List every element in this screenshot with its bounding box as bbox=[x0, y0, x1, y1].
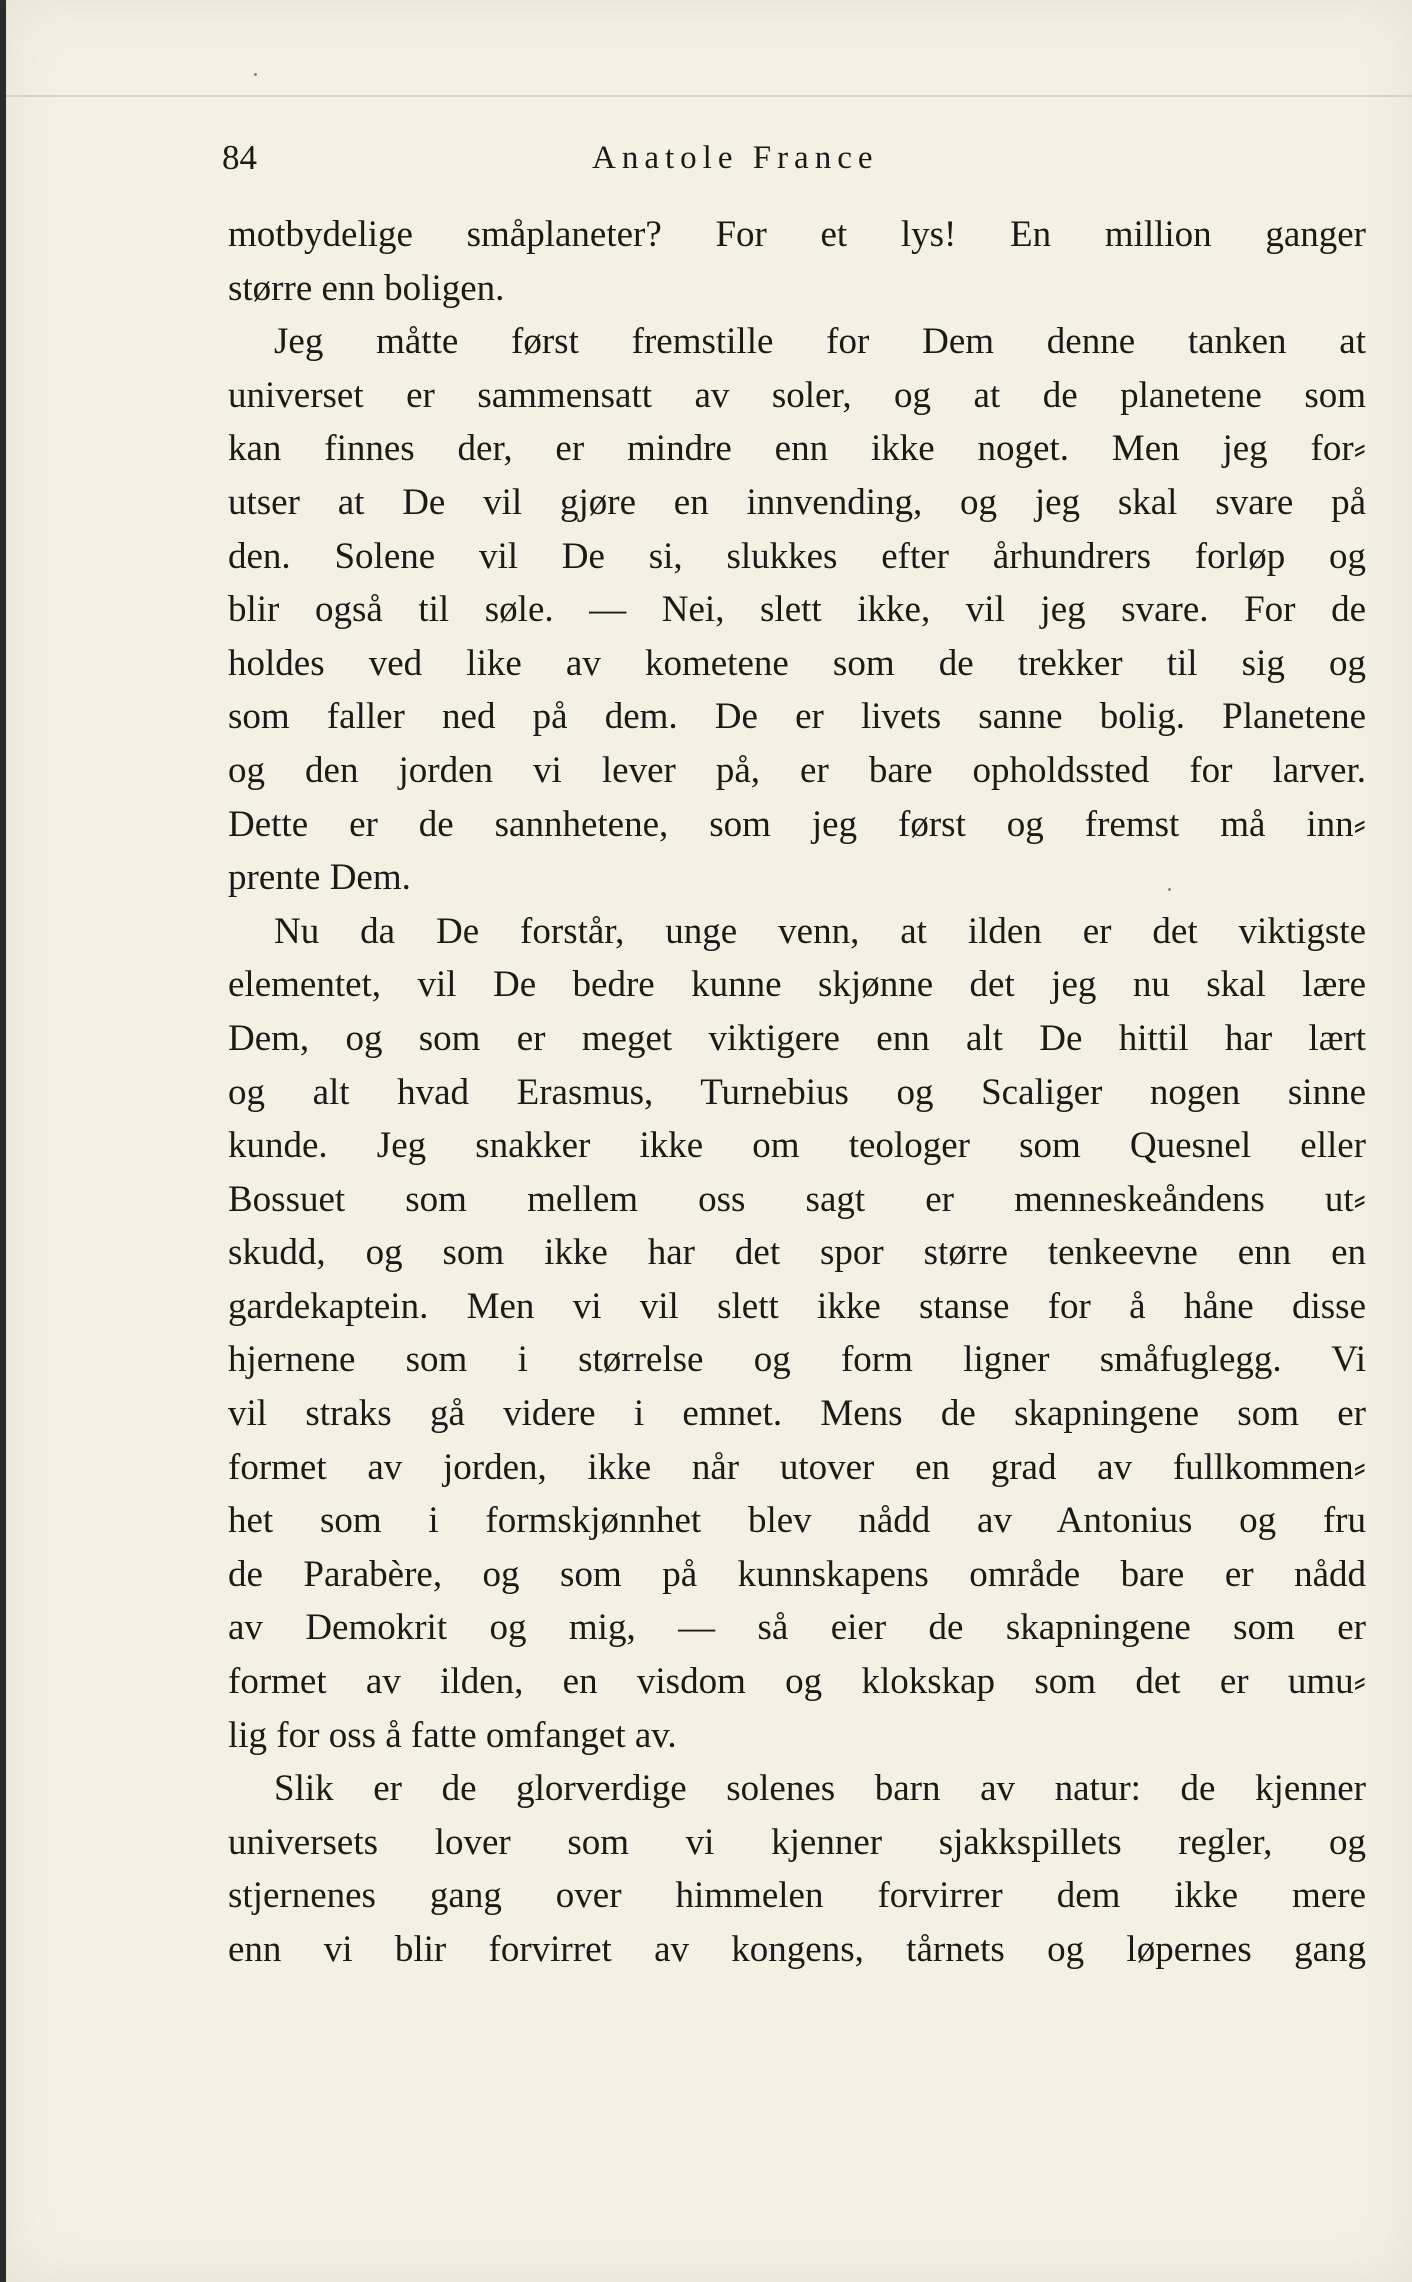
text-line: og alt hvad Erasmus, Turnebius og Scaliger nogen sinne bbox=[228, 1071, 1366, 1113]
page-header bbox=[222, 128, 972, 188]
body-text bbox=[228, 208, 1366, 1977]
text-line: blir også til søle. — Nei, slett ikke, vil jeg svare. For de bbox=[228, 589, 1366, 631]
text-line: og den jorden vi lever på, er bare opholdssted for larver. bbox=[228, 749, 1366, 791]
text-line: Nu da De forstår, unge venn, at ilden er det viktigste bbox=[274, 910, 1366, 952]
text-line: gardekaptein. Men vi vil slett ikke stanse for å håne disse bbox=[228, 1285, 1366, 1327]
text-line: motbydelige småplaneter? For et lys! En million ganger bbox=[228, 214, 1366, 255]
text-line: den. Solene vil De si, slukkes efter århundrers forløp og bbox=[228, 535, 1366, 577]
text-line: hjernene som i størrelse og form ligner småfuglegg. Vi bbox=[228, 1339, 1366, 1381]
text-line: het som i formskjønnhet blev nådd av Antonius og fru bbox=[228, 1500, 1366, 1542]
running-head: Anatole France bbox=[592, 140, 879, 176]
text-line: større enn boligen. bbox=[228, 267, 505, 309]
text-line: kan finnes der, er mindre enn ikke noget. Men jeg for⸗ bbox=[228, 428, 1366, 470]
text-line: kunde. Jeg snakker ikke om teologer som Quesnel eller bbox=[228, 1125, 1366, 1167]
page-top-edge bbox=[6, 95, 1412, 97]
text-line: formet av ilden, en visdom og klokskap som det er umu⸗ bbox=[228, 1661, 1366, 1703]
text-line: stjernenes gang over himmelen forvirrer dem ikke mere bbox=[228, 1875, 1366, 1917]
paper-speck bbox=[254, 73, 257, 76]
text-line: Dem, og som er meget viktigere enn alt De hittil har lært bbox=[228, 1017, 1366, 1059]
text-line: lig for oss å fatte omfanget av. bbox=[228, 1714, 677, 1756]
text-line: enn vi blir forvirret av kongens, tårnets og løpernes gang bbox=[228, 1929, 1366, 1970]
text-line: holdes ved like av kometene som de trekker til sig og bbox=[228, 642, 1366, 684]
text-line: Slik er de glorverdige solenes barn av natur: de kjenner bbox=[274, 1768, 1366, 1810]
text-line: skudd, og som ikke har det spor større tenkeevne enn en bbox=[228, 1232, 1366, 1274]
page-number: 84 bbox=[222, 138, 257, 177]
text-line: universets lover som vi kjenner sjakkspillets regler, og bbox=[228, 1821, 1366, 1863]
text-line: universet er sammensatt av soler, og at de planetene som bbox=[228, 374, 1366, 416]
text-line: formet av jorden, ikke når utover en grad av fullkommen⸗ bbox=[228, 1446, 1366, 1488]
book-page bbox=[6, 0, 1412, 2282]
text-line: prente Dem. bbox=[228, 857, 411, 899]
text-line: utser at De vil gjøre en innvending, og jeg skal svare på bbox=[228, 481, 1366, 523]
text-line: vil straks gå videre i emnet. Mens de skapningene som er bbox=[228, 1393, 1366, 1435]
text-line: av Demokrit og mig, — så eier de skapningene som er bbox=[228, 1607, 1366, 1649]
text-line: elementet, vil De bedre kunne skjønne det jeg nu skal lære bbox=[228, 964, 1366, 1006]
text-line: Jeg måtte først fremstille for Dem denne tanken at bbox=[274, 321, 1366, 363]
text-line: Bossuet som mellem oss sagt er menneskeåndens ut⸗ bbox=[228, 1178, 1366, 1220]
text-line: de Parabère, og som på kunnskapens område bare er nådd bbox=[228, 1553, 1366, 1595]
text-line: som faller ned på dem. De er livets sanne bolig. Planetene bbox=[228, 696, 1366, 738]
text-line: Dette er de sannhetene, som jeg først og fremst må inn⸗ bbox=[228, 803, 1366, 845]
